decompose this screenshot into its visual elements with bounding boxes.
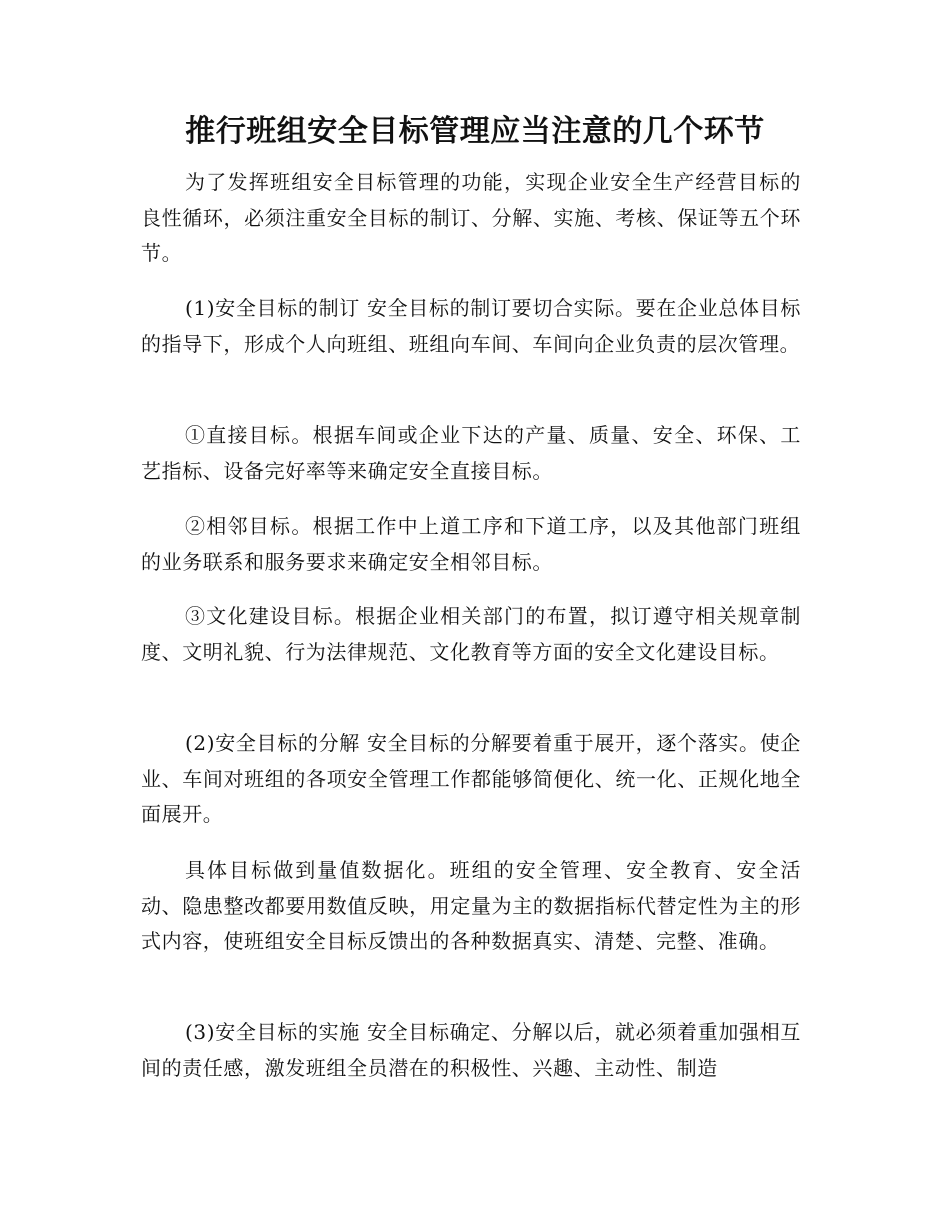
paragraph-goal-decomposition: (2)安全目标的分解 安全目标的分解要着重于展开，逐个落实。使企业、车间对班组的各项安全管理工作都能够简便化、统一化、正规化地全面展开。	[141, 731, 801, 826]
paragraph-quantified-goals: 具体目标做到量值数据化。班组的安全管理、安全教育、安全活动、隐患整改都要用数值反映，用定量为主的数据指标代替定性为主的形式内容，使班组安全目标反馈出的各种数据真实、清楚、完整、准确。	[141, 858, 801, 953]
paragraph-direct-goal: ①直接目标。根据车间或企业下达的产量、质量、安全、环保、工艺指标、设备完好率等来确定安全直接目标。	[141, 423, 801, 483]
document-title: 推行班组安全目标管理应当注意的几个环节	[185, 114, 765, 149]
paragraph-goal-implementation: (3)安全目标的实施 安全目标确定、分解以后，就必须着重加强相互间的责任感，激发班组全员潜在的积极性、兴趣、主动性、制造	[141, 1020, 801, 1080]
paragraph-goal-setting: (1)安全目标的制订 安全目标的制订要切合实际。要在企业总体目标的指导下，形成个人向班组、班组向车间、车间向企业负责的层次管理。	[141, 296, 801, 356]
paragraph-culture-goal: ③文化建设目标。根据企业相关部门的布置，拟订遵守相关规章制度、文明礼貌、行为法律规范、文化教育等方面的安全文化建设目标。	[141, 604, 801, 664]
paragraph-intro: 为了发挥班组安全目标管理的功能，实现企业安全生产经营目标的良性循环，必须注重安全目标的制订、分解、实施、考核、保证等五个环节。	[141, 170, 801, 265]
paragraph-adjacent-goal: ②相邻目标。根据工作中上道工序和下道工序，以及其他部门班组的业务联系和服务要求来确定安全相邻目标。	[141, 514, 801, 574]
